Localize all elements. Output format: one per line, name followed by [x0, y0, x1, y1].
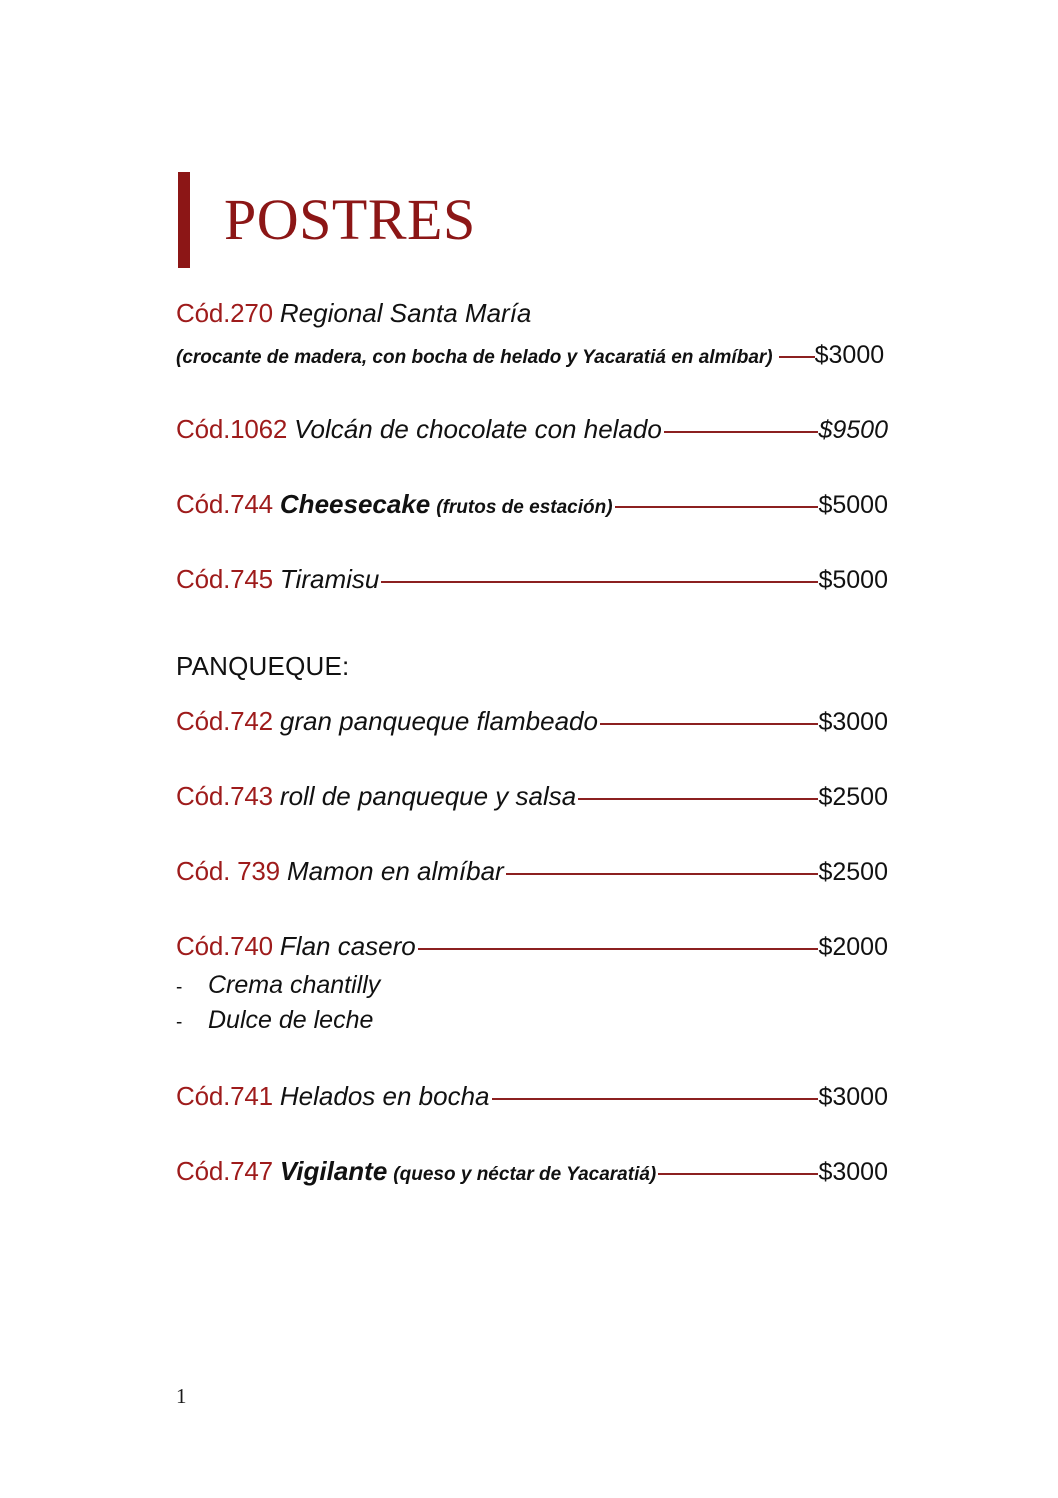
price-leader [600, 723, 819, 725]
price-leader [418, 948, 819, 950]
option-label: Crema chantilly [208, 971, 381, 999]
item-code: Cód.744 [176, 489, 273, 519]
menu-item-line [176, 1156, 888, 1187]
item-price: $5000 [818, 491, 888, 519]
item-name: Tiramisu [279, 564, 380, 594]
item-price: $2500 [818, 783, 888, 811]
item-price: $3000 [818, 708, 888, 736]
list-item [176, 968, 888, 1003]
item-spacer [176, 370, 888, 414]
page-title: POSTRES [224, 187, 476, 252]
item-code: Cód.1062 [176, 414, 288, 444]
menu-list [176, 298, 888, 1187]
item-note: (frutos de estación) [436, 497, 613, 518]
item-price: $3000 [814, 341, 885, 369]
section-spacer [176, 595, 888, 651]
item-code: Cód.740 [176, 931, 273, 961]
item-price: $2000 [818, 933, 888, 961]
item-name: Regional Santa María [279, 298, 532, 328]
item-spacer [176, 1037, 888, 1081]
item-name: Flan casero [279, 931, 416, 961]
item-price: $3000 [818, 1158, 888, 1186]
title-accent-bar [178, 172, 190, 268]
option-label: Dulce de leche [208, 1005, 374, 1034]
menu-item-description-line [176, 341, 888, 370]
menu-item [176, 1081, 888, 1112]
item-name: gran panqueque flambeado [279, 706, 598, 736]
item-price: $2500 [818, 858, 888, 886]
price-leader [779, 356, 815, 358]
item-description: (crocante de madera, con bocha de helado y Yacaratiá en almíbar) [176, 347, 773, 368]
menu-item [176, 706, 888, 737]
menu-item [176, 564, 888, 595]
item-note: (queso y néctar de Yacaratiá) [393, 1164, 657, 1185]
menu-item-line [176, 1081, 888, 1112]
item-code: Cód. 739 [176, 856, 280, 886]
item-name: Cheesecake [279, 489, 431, 519]
item-spacer [176, 1112, 888, 1156]
menu-item-line [176, 298, 888, 329]
menu-item [176, 489, 888, 520]
bullet-dash-icon: - [176, 1011, 183, 1033]
item-spacer [176, 737, 888, 781]
item-name: Helados en bocha [279, 1081, 490, 1111]
item-price: $9500 [818, 416, 888, 444]
menu-item-line [176, 706, 888, 737]
item-spacer [176, 887, 888, 931]
menu-item [176, 1156, 888, 1187]
item-price: $5000 [818, 566, 888, 594]
item-option-list [176, 968, 888, 1037]
menu-item-line [176, 781, 888, 812]
menu-item-line [176, 414, 888, 445]
menu-item-line [176, 931, 888, 962]
price-leader [658, 1173, 818, 1175]
menu-item [176, 298, 888, 370]
price-leader [492, 1098, 819, 1100]
menu-item-line [176, 856, 888, 887]
item-name: Vigilante [279, 1156, 388, 1186]
menu-item [176, 856, 888, 887]
item-spacer [176, 812, 888, 856]
heading-spacer [176, 682, 888, 706]
item-name: Volcán de chocolate con helado [294, 414, 662, 444]
list-item [176, 1003, 888, 1038]
menu-item-line [176, 564, 888, 595]
item-spacer [176, 445, 888, 489]
item-code: Cód.747 [176, 1156, 273, 1186]
item-code: Cód.270 [176, 298, 273, 328]
price-leader [506, 873, 819, 875]
item-name: Mamon en almíbar [286, 856, 504, 886]
section-heading: PANQUEQUE: [176, 651, 350, 681]
page-title-block [178, 172, 476, 268]
page-number: 1 [176, 1384, 187, 1408]
item-code: Cód.742 [176, 706, 273, 736]
menu-item-line [176, 489, 888, 520]
bullet-dash-icon: - [176, 977, 183, 998]
price-leader [615, 506, 819, 508]
item-code: Cód.743 [176, 781, 273, 811]
item-price: $3000 [818, 1083, 888, 1111]
price-leader [664, 431, 819, 433]
item-code: Cód.741 [176, 1081, 273, 1111]
menu-item [176, 781, 888, 812]
item-name: roll de panqueque y salsa [279, 781, 577, 811]
menu-item [176, 931, 888, 1037]
item-spacer [176, 520, 888, 564]
price-leader [578, 798, 818, 800]
price-leader [381, 581, 818, 583]
menu-item [176, 414, 888, 445]
item-code: Cód.745 [176, 564, 273, 594]
